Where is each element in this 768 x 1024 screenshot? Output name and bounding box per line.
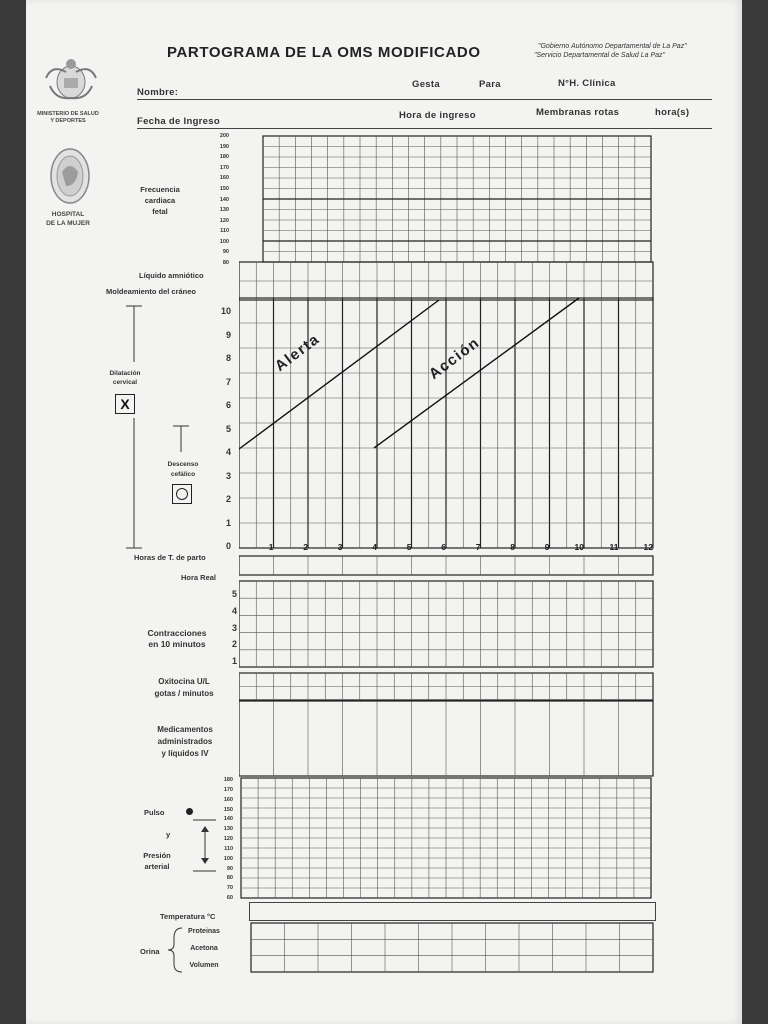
contractions-label-line-2: en 10 minutos [148, 639, 206, 649]
liquor-moulding-grid[interactable] [239, 261, 655, 302]
hours-label: Horas de T. de parto [134, 553, 206, 562]
axis-tick-label: 10 [220, 306, 231, 316]
axis-tick-label: 150 [219, 185, 229, 192]
drugs-label [144, 724, 226, 760]
y-label: y [166, 830, 171, 839]
axis-tick-label: 170 [223, 786, 233, 793]
institution-line-2: "Servicio Departamental de Salud La Paz" [534, 52, 666, 59]
nombre-line[interactable] [137, 99, 712, 100]
axis-tick-label: 130 [219, 207, 229, 214]
axis-tick-label: 4 [225, 447, 231, 457]
axis-tick-label: 1 [231, 656, 237, 666]
contractions-grid[interactable] [239, 580, 657, 669]
admission-line[interactable] [137, 128, 712, 129]
axis-tick-label: 200 [219, 133, 229, 139]
dilatacion-label [100, 369, 150, 387]
axis-tick-label: 160 [223, 796, 233, 803]
axis-tick-label: 2 [225, 494, 231, 504]
descenso-label [158, 460, 208, 480]
fhr-grid[interactable] [239, 134, 653, 265]
drugs-label-line-1: Medicamentos [157, 725, 213, 734]
fecha-ingreso-label: Fecha de Ingreso [137, 116, 220, 127]
oxytocin-label [144, 676, 224, 700]
oxytocin-label-line-1: Oxitocina U/L [158, 677, 210, 686]
axis-tick-label: 8 [225, 353, 231, 363]
oxytocin-label-line-2: gotas / minutos [154, 689, 214, 698]
axis-tick-label: 130 [223, 826, 233, 833]
axis-tick-label: 2 [231, 639, 237, 650]
hospital-logo [48, 146, 92, 206]
axis-tick-label: 140 [223, 816, 233, 823]
form-title: PARTOGRAMA DE LA OMS MODIFICADO [167, 44, 481, 61]
dilatacion-label-line-1: Dilatación [109, 370, 141, 377]
presion-label [132, 850, 182, 872]
axis-tick-label: 5 [225, 423, 231, 434]
institution-line-1: "Gobierno Autónomo Departamental de La Paz" [538, 43, 687, 50]
drugs-label-line-2: administrados [157, 737, 213, 746]
temperature-label: Temperatura °C [160, 912, 216, 921]
axis-tick-label: 100 [223, 855, 233, 862]
hour-label: 3 [337, 542, 343, 552]
drugs-label-line-3: y líquidos IV [161, 749, 209, 758]
axis-tick-label: 120 [219, 217, 229, 224]
hour-label: 7 [475, 542, 481, 552]
axis-tick-label: 110 [220, 228, 229, 235]
axis-tick-label: 190 [219, 143, 229, 150]
descenso-o-symbol [172, 484, 192, 504]
dilatacion-label-line-2: cervical [112, 379, 138, 386]
alert-line-label: Alerta [271, 330, 324, 375]
axis-tick-label: 110 [224, 845, 233, 852]
hour-label: 2 [303, 542, 308, 552]
orina-label: Orina [140, 947, 160, 956]
axis-tick-label: 1 [225, 517, 231, 528]
axis-tick-label: 4 [231, 605, 237, 616]
hospital-label-1: HOSPITAL [51, 211, 85, 218]
para-label: Para [479, 79, 501, 90]
pulse-bp-grid[interactable] [239, 777, 657, 901]
liquido-label: Líquido amniótico [139, 271, 204, 280]
fhr-label-line-2: cardiaca [144, 196, 176, 205]
coat-of-arms-logo [40, 56, 102, 104]
gesta-label: Gesta [412, 79, 440, 90]
ministry-label-1: MINISTERIO DE SALUD [37, 111, 99, 117]
nombre-label: Nombre: [137, 87, 179, 98]
axis-tick-label: 90 [226, 865, 233, 872]
axis-tick-label: 100 [219, 238, 229, 245]
dilatacion-x-symbol: X [115, 394, 135, 414]
axis-tick-label: 90 [222, 249, 229, 256]
drugs-grid[interactable] [239, 700, 657, 778]
hour-label: 1 [268, 542, 274, 552]
pulse-dot-icon [186, 808, 193, 815]
hour-label: 11 [609, 542, 619, 552]
axis-tick-label: 80 [222, 260, 229, 266]
horas-label: hora(s) [655, 107, 690, 118]
volumen-label: Volumen [189, 962, 219, 969]
ministry-label-2: Y DEPORTES [50, 118, 86, 124]
axis-tick-label: 60 [226, 895, 233, 901]
contractions-label [134, 628, 220, 650]
acetona-label: Acetona [190, 945, 218, 952]
hour-label: 12 [643, 542, 653, 552]
fhr-label [130, 184, 190, 217]
hospital-label-2: DE LA MUJER [46, 220, 90, 227]
axis-tick-label: 160 [219, 175, 229, 182]
circle-icon [176, 488, 188, 500]
pulso-label: Pulso [144, 808, 165, 817]
axis-tick-label: 5 [231, 589, 237, 599]
axis-tick-label: 180 [223, 777, 233, 783]
hour-label: 6 [441, 542, 446, 552]
axis-tick-label: 3 [231, 622, 237, 633]
axis-tick-label: 170 [219, 164, 229, 171]
axis-tick-label: 180 [219, 154, 229, 161]
descenso-label-line-1: Descenso [167, 461, 199, 468]
action-line-label: Acción [425, 333, 484, 383]
partograph-form [26, 0, 742, 1024]
descenso-label-line-2: cefálico [170, 471, 196, 478]
moldeamiento-label: Moldeamiento del cráneo [106, 287, 197, 296]
axis-tick-label: 120 [223, 836, 233, 842]
axis-tick-label: 150 [223, 806, 233, 813]
axis-tick-label: 7 [225, 376, 231, 387]
presion-label-line-2: arterial [144, 862, 170, 871]
historia-clinica-label: N°H. Clínica [558, 78, 616, 89]
legend-brackets [110, 300, 160, 552]
real-time-grid[interactable] [239, 555, 657, 577]
descenso-bracket [166, 420, 196, 458]
cervicograph-grid[interactable] [239, 297, 657, 553]
axis-tick-label: 0 [225, 541, 231, 551]
fhr-label-line-1: Frecuencia [140, 185, 180, 194]
oxytocin-grid[interactable] [239, 672, 657, 702]
hora-ingreso-label: Hora de ingreso [399, 110, 476, 121]
presion-label-line-1: Presión [143, 851, 171, 860]
axis-tick-label: 140 [219, 196, 229, 203]
axis-tick-label: 6 [225, 400, 231, 410]
hour-label: 10 [574, 542, 584, 552]
axis-tick-label: 9 [225, 329, 231, 340]
urine-grid[interactable] [249, 922, 656, 974]
axis-tick-label: 80 [226, 875, 233, 882]
axis-tick-label: 3 [225, 470, 231, 481]
grid-line [239, 300, 439, 449]
hour-label: 9 [544, 542, 550, 552]
membranas-rotas-label: Membranas rotas [536, 107, 620, 118]
hour-label: 4 [372, 542, 377, 552]
fhr-label-line-3: fetal [152, 207, 168, 216]
axis-tick-label: 70 [226, 885, 233, 892]
proteinas-label: Proteinas [188, 928, 220, 935]
temperature-row[interactable] [249, 902, 656, 921]
contractions-label-line-1: Contracciones [147, 628, 207, 638]
hour-label: 5 [406, 542, 412, 552]
hour-label: 8 [510, 542, 515, 552]
real-time-label: Hora Real [181, 573, 217, 582]
